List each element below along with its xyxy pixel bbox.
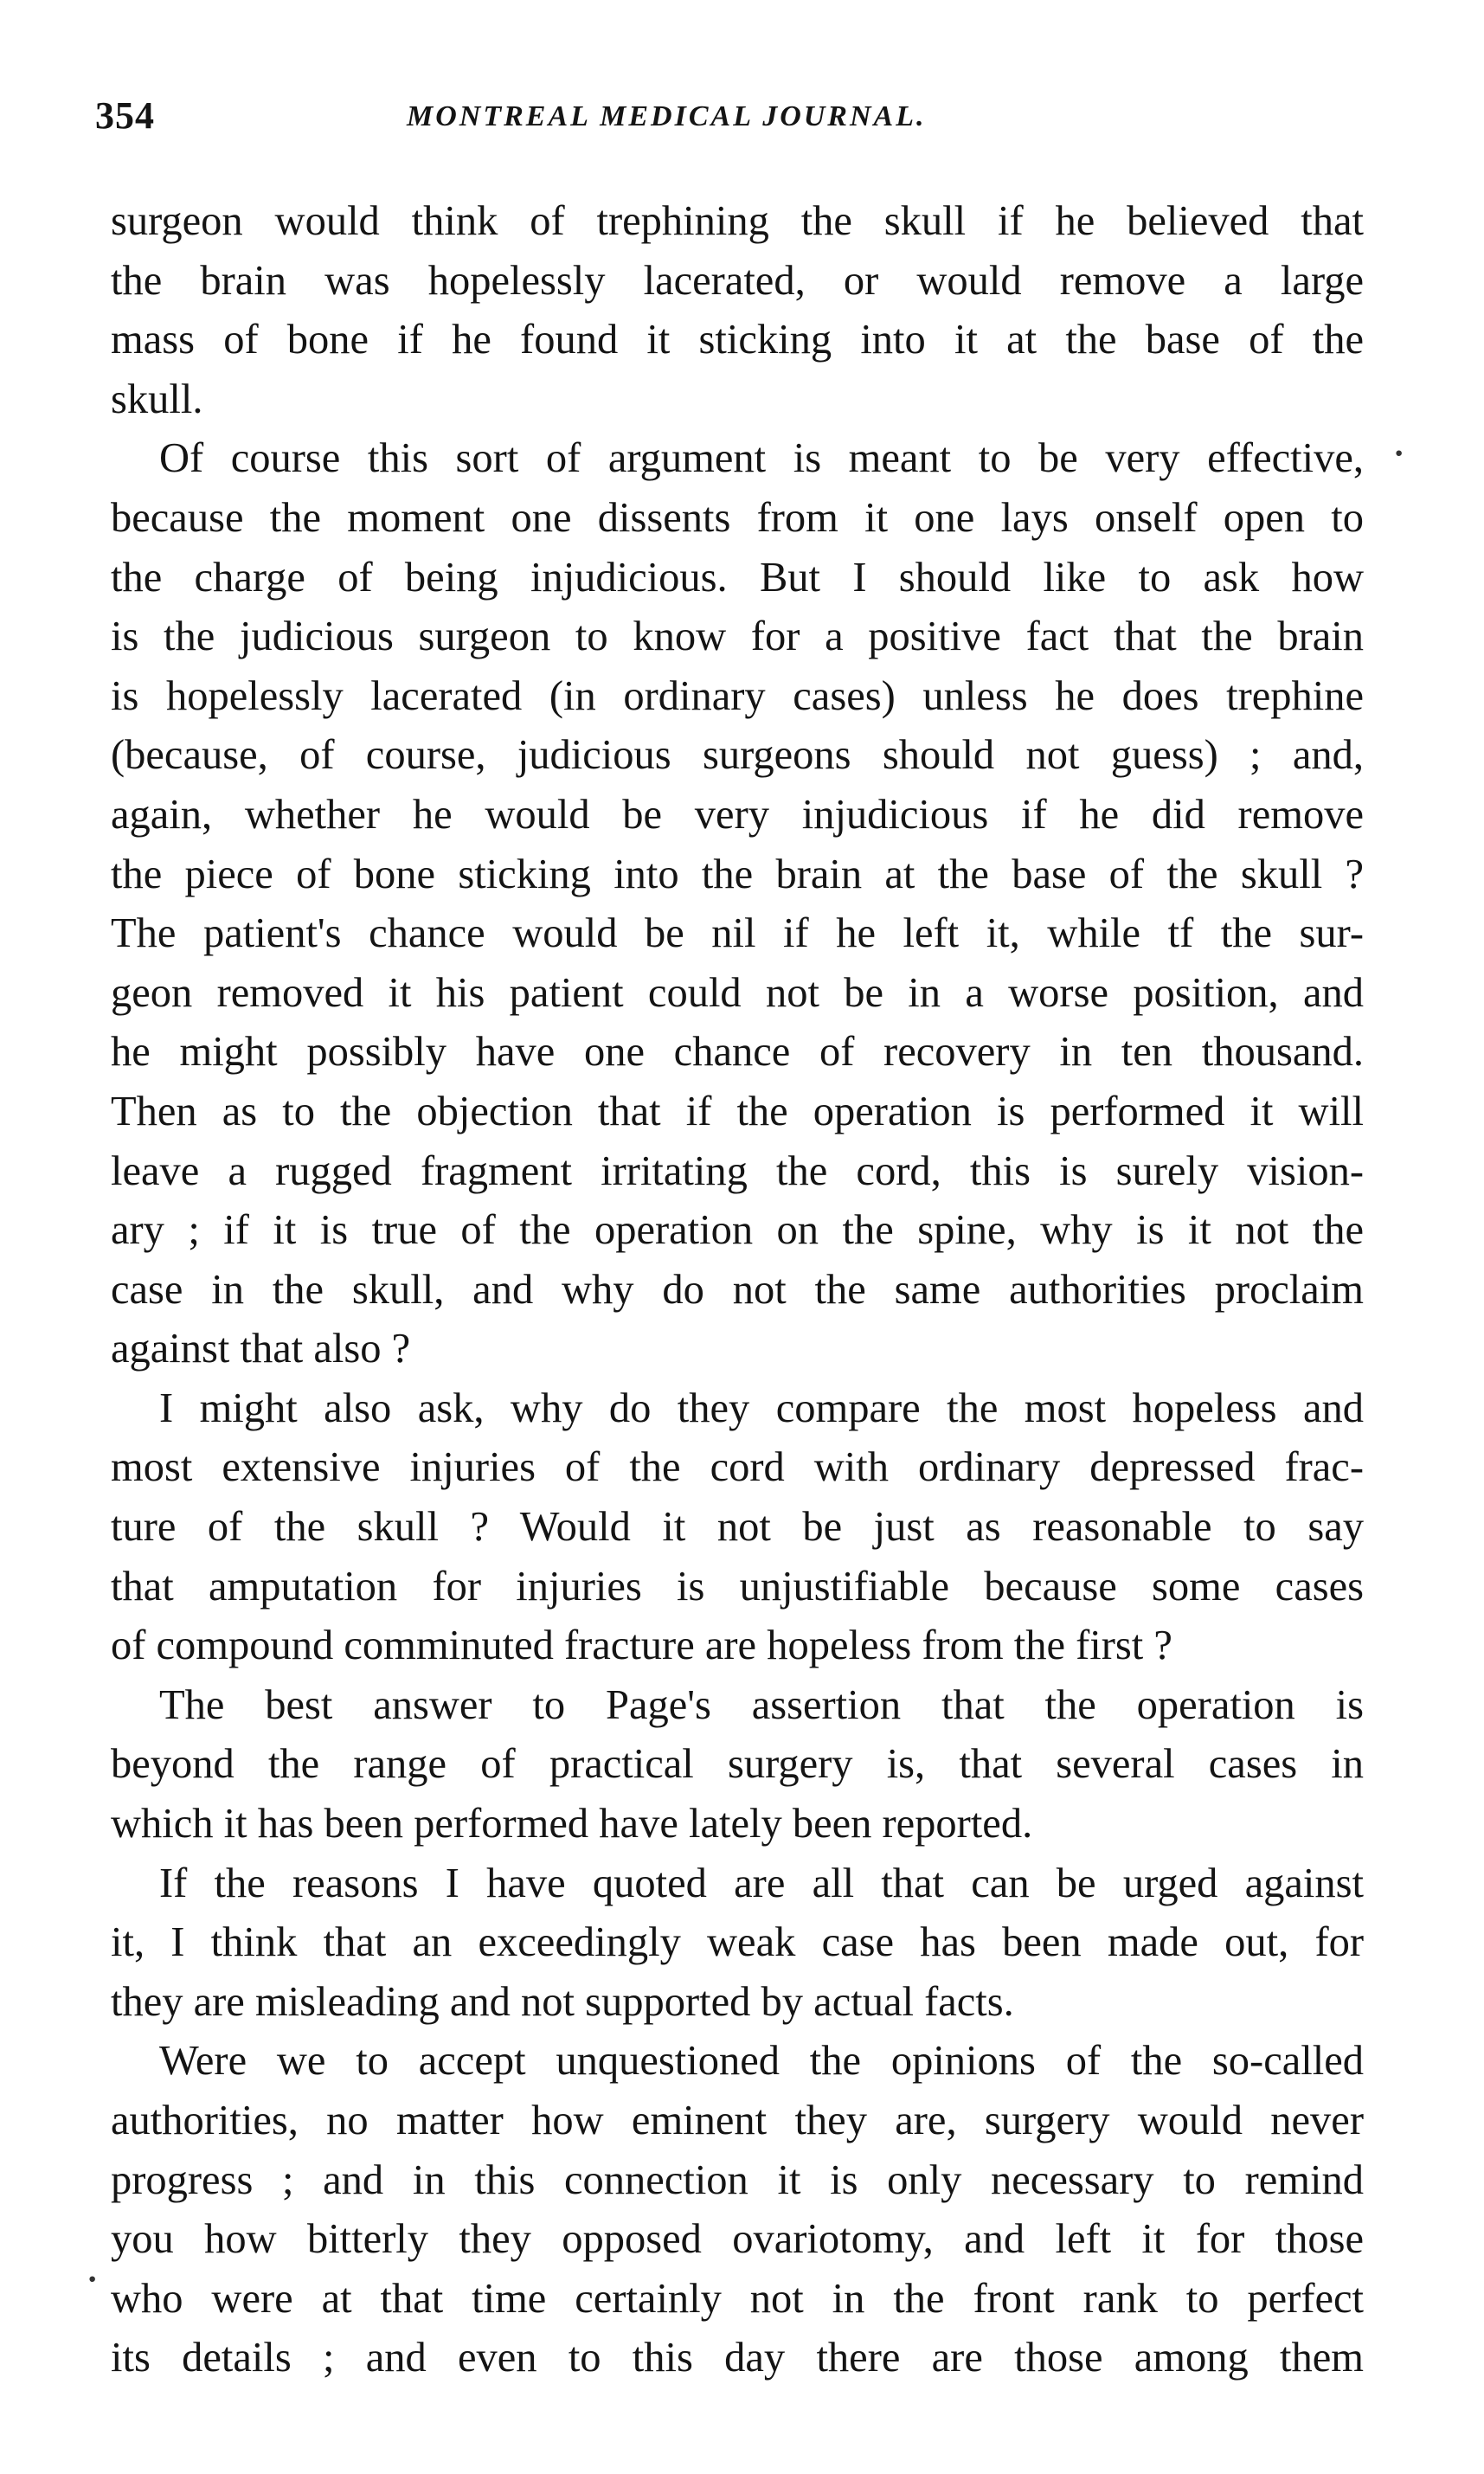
- text-line: who were at that time certainly not in the front rank to perfect: [111, 2275, 1364, 2322]
- text-line: beyond the range of practical surgery is, that several cases in: [111, 1741, 1364, 1788]
- text-line: The best answer to Page's assertion that the operation is: [159, 1681, 1364, 1728]
- text-line: ary ; if it is true of the operation on the spine, why is it not the: [111, 1207, 1364, 1254]
- text-line: authorities, no matter how eminent they are, surgery would never: [111, 2098, 1364, 2143]
- running-head: [95, 93, 1367, 145]
- body-text: [111, 192, 1364, 2388]
- text-line: is the judicious surgeon to know for a positive fact that the brain: [111, 614, 1364, 660]
- paragraph: [111, 1854, 1364, 2033]
- stray-dot-mark: ·: [1393, 434, 1405, 472]
- text-line: it, I think that an exceedingly weak case has been made out, for: [111, 1919, 1364, 1966]
- text-line: that amputation for injuries is unjustifiable because some cases: [111, 1563, 1364, 1610]
- text-line: The patient's chance would be nil if he left it, while tf the sur-: [111, 910, 1364, 957]
- paragraph: [111, 2032, 1364, 2388]
- text-line: Were we to accept unquestioned the opinions of the so-called: [159, 2038, 1364, 2085]
- text-line: is hopelessly lacerated (in ordinary cases) unless he does trephine: [111, 672, 1364, 719]
- text-line: against that also ?: [111, 1326, 411, 1372]
- text-line: (because, of course, judicious surgeons should not guess) ; and,: [111, 732, 1364, 779]
- text-line: ture of the skull ? Would it not be just as reasonable to say: [111, 1504, 1364, 1551]
- text-line: progress ; and in this connection it is only necessary to remind: [111, 2156, 1364, 2203]
- paragraph: [111, 1676, 1364, 1854]
- text-line: they are misleading and not supported by actual facts.: [111, 1978, 1014, 2025]
- text-line: you how bitterly they opposed ovariotomy, and left it for those: [111, 2216, 1364, 2263]
- text-line: the charge of being injudicious. But I should like to ask how: [111, 554, 1364, 601]
- text-line: skull.: [111, 376, 203, 422]
- text-line: Of course this sort of argument is meant to be very effective,: [159, 435, 1364, 482]
- paragraph: [111, 1379, 1364, 1676]
- text-line: the brain was hopelessly lacerated, or would remove a large: [111, 257, 1364, 304]
- text-line: leave a rugged fragment irritating the cord, this is surely vision-: [111, 1147, 1364, 1194]
- text-line: I might also ask, why do they compare the most hopeless and: [159, 1385, 1364, 1431]
- text-line: mass of bone if he found it sticking into it at the base of the: [111, 317, 1364, 363]
- text-line: which it has been performed have lately been reported.: [111, 1801, 1033, 1847]
- text-line: its details ; and even to this day there are those among them: [111, 2335, 1364, 2381]
- stray-dot-mark: ·: [87, 2259, 99, 2298]
- paragraph: [111, 192, 1364, 429]
- text-line: again, whether he would be very injudicious if he did remove: [111, 791, 1364, 838]
- journal-title: MONTREAL MEDICAL JOURNAL.: [407, 100, 927, 132]
- text-line: because the moment one dissents from it one lays onself open to: [111, 494, 1364, 541]
- text-line: surgeon would think of trephining the skull if he believed that: [111, 198, 1364, 244]
- page-number: 354: [95, 94, 155, 137]
- paragraph: [111, 429, 1364, 1379]
- text-line: most extensive injuries of the cord with ordinary depressed frac-: [111, 1444, 1364, 1491]
- text-line: case in the skull, and why do not the same authorities proclaim: [111, 1266, 1364, 1313]
- text-line: he might possibly have one chance of recovery in ten thousand.: [111, 1029, 1364, 1076]
- text-line: If the reasons I have quoted are all that can be urged against: [159, 1860, 1364, 1906]
- text-line: Then as to the objection that if the operation is performed it will: [111, 1088, 1364, 1134]
- text-line: geon removed it his patient could not be in a worse position, and: [111, 969, 1364, 1016]
- text-line: the piece of bone sticking into the brain at the base of the skull ?: [111, 851, 1364, 897]
- text-line: of compound comminuted fracture are hopeless from the first ?: [111, 1623, 1172, 1669]
